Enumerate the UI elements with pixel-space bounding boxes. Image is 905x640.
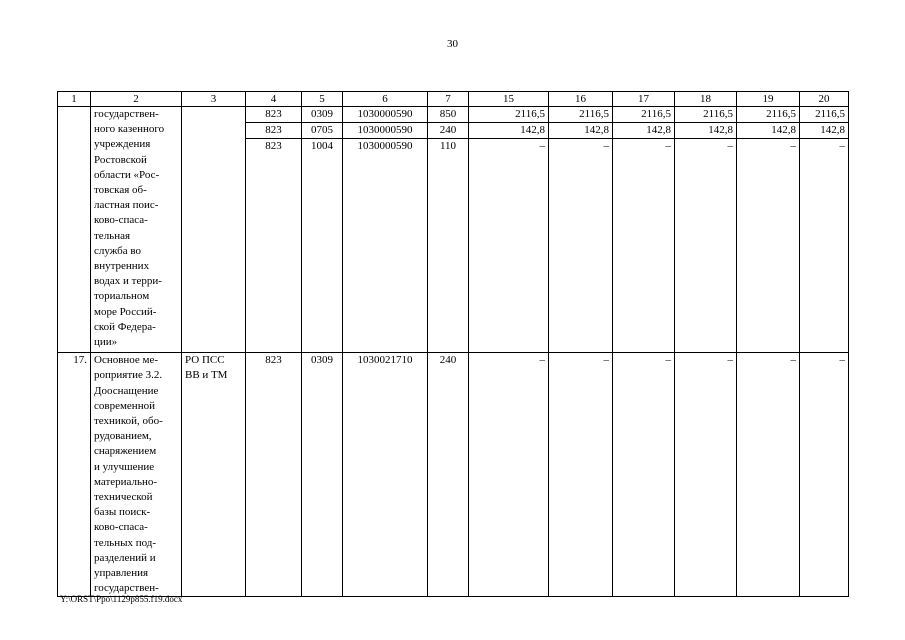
- value-cell: 2116,5: [549, 107, 613, 123]
- value-cell: –: [469, 139, 549, 155]
- vr-cell: 240: [428, 353, 469, 597]
- header-cell: 15: [469, 92, 549, 107]
- executor-cell: РО ПСС ВВ и ТМ: [182, 353, 246, 597]
- grbs-cell: 823: [246, 139, 302, 155]
- file-path-footer: Y:\ORST\Ppo\1129p855.f19.docx: [60, 594, 183, 604]
- grbs-cell: 823: [246, 353, 302, 597]
- header-cell: 4: [246, 92, 302, 107]
- header-cell: 7: [428, 92, 469, 107]
- grbs-cell: 823: [246, 107, 302, 123]
- value-cell: –: [675, 139, 737, 155]
- vr-cell: 110: [428, 139, 469, 155]
- value-cell: 142,8: [549, 123, 613, 139]
- grbs-cell: 823: [246, 123, 302, 139]
- rzpr-cell: 0309: [302, 353, 343, 597]
- value-cell: 142,8: [737, 123, 800, 139]
- value-cell: –: [675, 353, 737, 597]
- header-cell: 2: [91, 92, 182, 107]
- header-cell: 20: [800, 92, 849, 107]
- value-cell: 142,8: [800, 123, 849, 139]
- value-cell: –: [469, 353, 549, 597]
- value-cell: 142,8: [469, 123, 549, 139]
- vr-cell: 240: [428, 123, 469, 139]
- csr-cell: 1030000590: [343, 123, 428, 139]
- rzpr-cell: 1004: [302, 139, 343, 155]
- csr-cell: 1030021710: [343, 353, 428, 597]
- value-cell: 142,8: [675, 123, 737, 139]
- executor-cell: [182, 107, 246, 353]
- value-cell: 2116,5: [800, 107, 849, 123]
- value-cell: –: [549, 353, 613, 597]
- table-row: [58, 107, 849, 123]
- value-cell: –: [613, 353, 675, 597]
- value-cell: –: [549, 139, 613, 155]
- row-number-cell: 17.: [58, 353, 91, 597]
- value-cell: 2116,5: [737, 107, 800, 123]
- budget-table: [57, 91, 849, 597]
- header-cell: 16: [549, 92, 613, 107]
- description-cell: государствен- ного казенного учреждения Ростовской области «Рос- товская об- ластная поис- ково-спаса- тельная служба во внутренних водах и терри- ториальном море Россий- ской Федера- ции»: [91, 107, 182, 353]
- rzpr-cell: 0705: [302, 123, 343, 139]
- value-cell: 142,8: [613, 123, 675, 139]
- header-cell: 6: [343, 92, 428, 107]
- value-cell: 2116,5: [613, 107, 675, 123]
- table-row: [58, 353, 849, 597]
- rzpr-cell: 0309: [302, 107, 343, 123]
- header-cell: 17: [613, 92, 675, 107]
- value-cell: 2116,5: [469, 107, 549, 123]
- header-cell: 18: [675, 92, 737, 107]
- value-cell: –: [613, 139, 675, 155]
- header-cell: 19: [737, 92, 800, 107]
- csr-cell: 1030000590: [343, 107, 428, 123]
- header-cell: 1: [58, 92, 91, 107]
- csr-cell: 1030000590: [343, 139, 428, 155]
- row-number-cell: [58, 107, 91, 353]
- value-cell: –: [737, 139, 800, 155]
- header-cell: 3: [182, 92, 246, 107]
- value-cell: –: [800, 139, 849, 155]
- description-cell: Основное ме- роприятие 3.2. Дооснащение современной техникой, обо- рудованием, снаряжением и улучшение материально- технической базы поиск- ково-спаса- тельных под- разделений и управления государствен-: [91, 353, 182, 597]
- header-cell: 5: [302, 92, 343, 107]
- value-cell: –: [737, 353, 800, 597]
- page-number: 30: [447, 38, 458, 50]
- vr-cell: 850: [428, 107, 469, 123]
- value-cell: –: [800, 353, 849, 597]
- header-row: [58, 92, 849, 107]
- value-cell: 2116,5: [675, 107, 737, 123]
